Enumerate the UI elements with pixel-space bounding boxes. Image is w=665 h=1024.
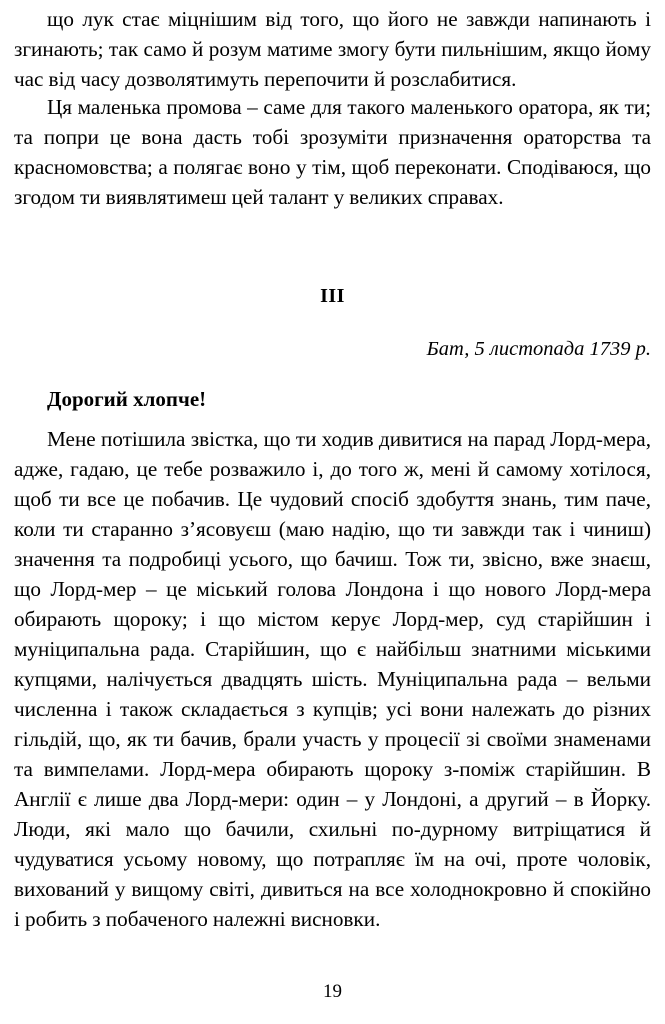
chapter-number-heading: III (320, 285, 345, 307)
paragraph-two: Ця маленька промова – саме для такого маленького оратора, як ти; та попри це вона дасть тобі зрозуміти призначення ораторства та красномовства; а полягає воно у тім, щоб переконати. Сподіваюся, що згодом ти виявлятимеш цей талант у великих справах. (14, 95, 651, 209)
paragraph-body: Мене потішила звістка, що ти ходив дивитися на парад Лорд-мера, адже, гадаю, це тебе розважило і, до того ж, мені й самому хотілося, щоб ти все це побачив. Це чудовий спосіб здобуття знань, тим паче, коли ти старанно з’ясовуєш (маю надію, що ти завжди так і чиниш) значення та подробиці усього, що бачиш. Тож ти, звісно, вже знаєш, що Лорд-мер – це міський голова Лондона і що нового Лорд-мера обирають щороку; і що містом керує Лорд-мер, суд старійшин і муніципальна рада. Старійшин, що є найбільш знатними міськими купцями, налічується двадцять шість. Муніципальна рада – вельми численна і також складається з купців; усі вони належать до різних гільдій, що, як ти бачив, брали участь у процесії зі своїми знаменами та вимпелами. Лорд-мера обирають щороку з-поміж старійшин. В Англії є лише два Лорд-мери: один – у Лондоні, а другий – в Йорку. Люди, які мало що бачили, схильні по-дурному витріщатися й чудуватися усьому новому, що потрапляє їм на очі, проте чоловік, вихований у вищому світі, дивиться на все холоднокровно й спокійно і робить з побаченого належні висновки. (14, 427, 651, 931)
letter-dateline: Бат, 5 листопада 1739 р. (426, 338, 651, 360)
paragraph-continued: що лук стає міцнішим від того, що його не завжди напинають і згинають; так само й розум матиме змогу бути пильнішим, якщо йому час від часу дозволятимуть перепочити й розслабитися. (14, 7, 651, 91)
page-number: 19 (323, 981, 342, 1002)
letter-salutation: Дорогий хлопче! (47, 387, 207, 411)
